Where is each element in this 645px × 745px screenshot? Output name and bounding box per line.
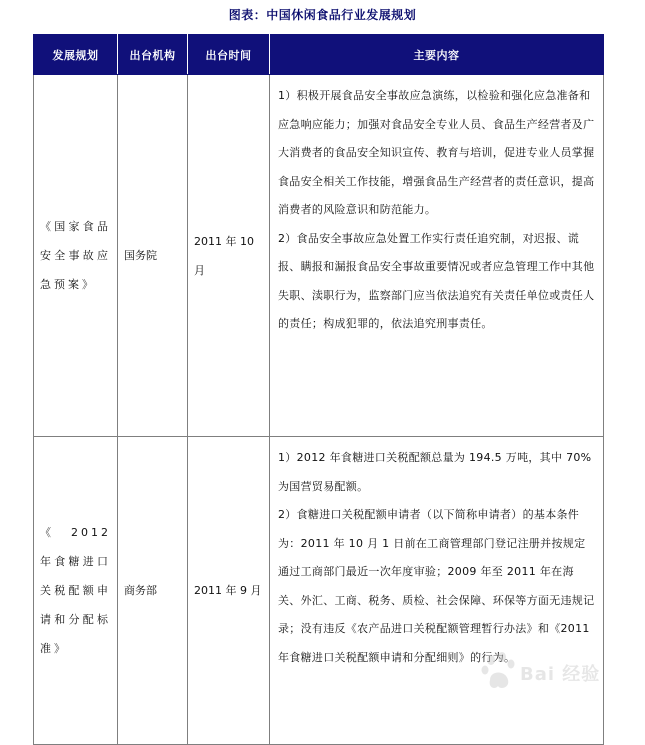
- watermark: [480, 650, 610, 694]
- plan-table: [33, 34, 604, 745]
- content-cell: [270, 75, 604, 437]
- page-title: 图表：中国休闲食品行业发展规划: [228, 8, 417, 22]
- watermark-text: Bai 经验: [520, 664, 601, 685]
- content-paragraph: 2）食糖进口关税配额申请者（以下简称申请者）的基本条件为：2011 年 10 月 1 日前在工商管理部门登记注册并按规定通过工商部门最近一次年度审验；2009 年至 2011 年在海关、外汇、工商、税务、质检、社会保障、环保等方面无违规记录；没有违反《农产品进口关税配额管理暂行办法》和《2011 年食糖进口关税配额申请和分配细则》的行为。: [278, 508, 595, 664]
- content-paragraph: 1）2012 年食糖进口关税配额总量为 194.5 万吨，其中 70%为国营贸易配额。: [278, 451, 592, 493]
- header-plan: 发展规划: [34, 35, 118, 75]
- date-cell: 2011 年 9 月: [188, 437, 270, 745]
- content-paragraph: 2）食品安全事故应急处置工作实行责任追究制，对迟报、谎报、瞒报和漏报食品安全事故重要情况或者应急管理工作中其他失职、渎职行为，监察部门应当依法追究有关责任单位或责任人的责任；构成犯罪的，依法追究刑事责任。: [278, 231, 595, 330]
- table-row: [34, 75, 604, 437]
- paw-logo-icon: [480, 650, 520, 694]
- header-agency: 出台机构: [118, 35, 188, 75]
- header-content: 主要内容: [270, 35, 604, 75]
- agency-cell: 商务部: [118, 437, 188, 745]
- table-header-row: [34, 35, 604, 75]
- table-row: [34, 437, 604, 745]
- content-cell: [270, 437, 604, 745]
- agency-cell: 国务院: [118, 75, 188, 437]
- date-cell: 2011 年 10 月: [188, 75, 270, 437]
- plan-name-cell: 《2012 年食糖进口关税配额申请和分配标准》: [34, 437, 118, 745]
- header-date: 出台时间: [188, 35, 270, 75]
- content-paragraph: 1）积极开展食品安全事故应急演练，以检验和强化应急准备和应急响应能力；加强对食品安全专业人员、食品生产经营者及广大消费者的食品安全知识宣传、教育与培训，促进专业人员掌握食品安全相关工作技能，增强食品生产经营者的责任意识，提高消费者的风险意识和防范能力。: [278, 89, 595, 216]
- plan-name-cell: 《国家食品安全事故应急预案》: [34, 75, 118, 437]
